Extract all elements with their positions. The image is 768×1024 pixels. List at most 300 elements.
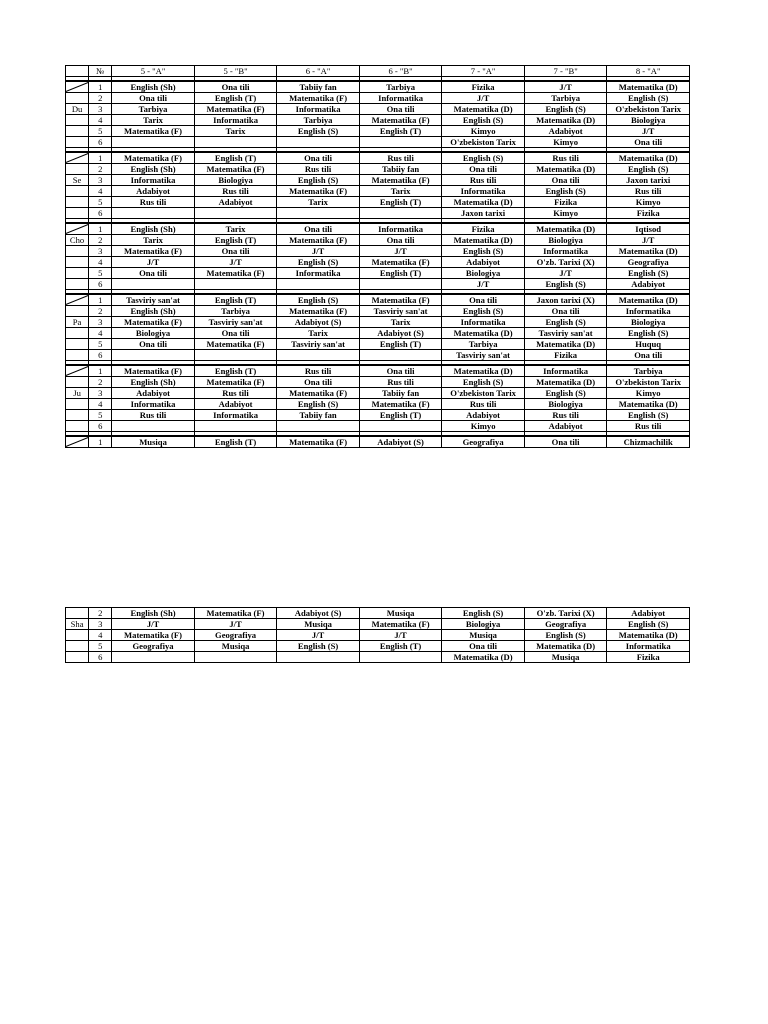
lesson-cell: Adabiyot <box>194 399 277 410</box>
lesson-cell: Informatika <box>442 186 525 197</box>
lesson-cell: Biologiya <box>194 175 277 186</box>
lesson-cell: English (S) <box>524 186 607 197</box>
lesson-cell: Ona tili <box>194 81 277 93</box>
lesson-number: 5 <box>89 197 112 208</box>
lesson-number: 3 <box>89 317 112 328</box>
lesson-cell: Matematika (D) <box>524 641 607 652</box>
lesson-cell: Matematika (F) <box>359 115 442 126</box>
lesson-cell <box>194 137 277 148</box>
timetable-main <box>65 65 690 448</box>
lesson-cell: Matematika (D) <box>607 630 690 641</box>
lesson-cell: J/T <box>442 93 525 104</box>
table-row <box>66 257 690 268</box>
lesson-cell: Tasviriy san'at <box>277 339 360 350</box>
lesson-cell: Tarix <box>359 317 442 328</box>
class-header: 5 - "B" <box>194 66 277 77</box>
lesson-cell: Fizika <box>524 197 607 208</box>
lesson-cell: Biologiya <box>442 268 525 279</box>
day-cell <box>66 421 89 432</box>
table-row <box>66 186 690 197</box>
table-row <box>66 223 690 235</box>
day-cell <box>66 164 89 175</box>
lesson-cell: English (S) <box>607 328 690 339</box>
lesson-number: 1 <box>89 223 112 235</box>
table-row <box>66 377 690 388</box>
lesson-cell <box>194 350 277 361</box>
day-cell <box>66 246 89 257</box>
lesson-cell: Ona tili <box>359 365 442 377</box>
lesson-number: 1 <box>89 81 112 93</box>
lesson-cell: J/T <box>442 279 525 290</box>
day-cell <box>66 208 89 219</box>
lesson-cell: Biologiya <box>112 328 195 339</box>
lesson-cell: O'zbekiston Tarix <box>607 104 690 115</box>
lesson-cell: Tarbiya <box>607 365 690 377</box>
lesson-cell: Rus tili <box>359 377 442 388</box>
lesson-cell: Chizmachilik <box>607 436 690 448</box>
lesson-cell: Informatika <box>607 306 690 317</box>
lesson-number: 1 <box>89 436 112 448</box>
lesson-cell: Adabiyot (S) <box>359 328 442 339</box>
lesson-cell: Ona tili <box>442 641 525 652</box>
day-label: Ju <box>66 388 89 399</box>
lesson-cell: Informatika <box>194 115 277 126</box>
lesson-cell: English (T) <box>194 235 277 246</box>
lesson-cell: Adabiyot <box>112 388 195 399</box>
lesson-cell: Matematika (D) <box>442 235 525 246</box>
lesson-cell: Geografiya <box>607 257 690 268</box>
lesson-cell: J/T <box>359 630 442 641</box>
lesson-cell: Adabiyot (S) <box>359 436 442 448</box>
lesson-cell: English (Sh) <box>112 306 195 317</box>
lesson-cell: J/T <box>112 619 195 630</box>
lesson-cell: Matematika (F) <box>112 365 195 377</box>
lesson-cell: Rus tili <box>524 152 607 164</box>
table-row <box>66 279 690 290</box>
lesson-cell: Geografiya <box>524 619 607 630</box>
day-cell <box>66 257 89 268</box>
lesson-cell: Adabiyot (S) <box>277 608 360 619</box>
lesson-cell: English (S) <box>277 641 360 652</box>
lesson-cell: Tasviriy san'at <box>112 294 195 306</box>
lesson-number: 5 <box>89 410 112 421</box>
lesson-cell: English (S) <box>607 619 690 630</box>
lesson-number: 2 <box>89 608 112 619</box>
lesson-cell: English (S) <box>524 630 607 641</box>
timetable-saturday <box>65 607 690 663</box>
header-row <box>66 66 690 77</box>
lesson-cell: Matematika (F) <box>194 268 277 279</box>
table-row <box>66 164 690 175</box>
lesson-cell: English (T) <box>194 152 277 164</box>
day-cell <box>66 652 89 663</box>
day-cell <box>66 197 89 208</box>
lesson-number: 3 <box>89 175 112 186</box>
day-label: Du <box>66 104 89 115</box>
day-cell <box>66 377 89 388</box>
lesson-number: 6 <box>89 652 112 663</box>
lesson-number: 6 <box>89 279 112 290</box>
lesson-number: 3 <box>89 619 112 630</box>
lesson-cell: Ona tili <box>359 104 442 115</box>
day-label: Cho <box>66 235 89 246</box>
lesson-cell: English (Sh) <box>112 377 195 388</box>
lesson-cell: Rus tili <box>442 399 525 410</box>
corner-cell <box>66 66 89 77</box>
lesson-cell: Matematika (D) <box>607 81 690 93</box>
day-cell <box>66 410 89 421</box>
lesson-cell: Informatika <box>359 93 442 104</box>
lesson-cell: Rus tili <box>607 186 690 197</box>
lesson-cell: English (S) <box>607 410 690 421</box>
lesson-cell: Tasviriy san'at <box>359 306 442 317</box>
lesson-cell <box>359 652 442 663</box>
day-cell <box>66 279 89 290</box>
lesson-cell: Informatika <box>607 641 690 652</box>
table-row <box>66 137 690 148</box>
lesson-cell: Matematika (F) <box>112 152 195 164</box>
lesson-cell <box>277 137 360 148</box>
lesson-cell: English (S) <box>442 608 525 619</box>
lesson-cell: Kimyo <box>607 388 690 399</box>
lesson-cell: Adabiyot (S) <box>277 317 360 328</box>
lesson-cell <box>277 279 360 290</box>
lesson-number: 2 <box>89 306 112 317</box>
lesson-cell: Tarix <box>277 197 360 208</box>
lesson-cell: English (S) <box>524 388 607 399</box>
lesson-cell: English (T) <box>194 436 277 448</box>
lesson-cell: J/T <box>359 246 442 257</box>
lesson-cell: Jaxon tarixi (X) <box>524 294 607 306</box>
lesson-cell <box>277 350 360 361</box>
day-cell <box>66 152 89 164</box>
table-row <box>66 410 690 421</box>
class-header: 5 - "A" <box>112 66 195 77</box>
lesson-cell: Matematika (F) <box>194 164 277 175</box>
table-row <box>66 197 690 208</box>
lesson-cell: English (S) <box>442 377 525 388</box>
lesson-cell: Ona tili <box>524 175 607 186</box>
lesson-cell: Adabiyot <box>607 279 690 290</box>
lesson-cell: Iqtisod <box>607 223 690 235</box>
lesson-cell: Matematika (D) <box>442 365 525 377</box>
class-header: 6 - "A" <box>277 66 360 77</box>
lesson-cell: English (Sh) <box>112 608 195 619</box>
lesson-cell: Rus tili <box>359 152 442 164</box>
lesson-cell: Informatika <box>194 410 277 421</box>
table-row <box>66 339 690 350</box>
lesson-cell: Matematika (F) <box>112 246 195 257</box>
lesson-cell: Ona tili <box>194 328 277 339</box>
lesson-cell: Matematika (F) <box>277 306 360 317</box>
lesson-cell: Kimyo <box>524 208 607 219</box>
lesson-cell: Ona tili <box>359 235 442 246</box>
lesson-cell: Ona tili <box>442 164 525 175</box>
lesson-cell: English (S) <box>277 175 360 186</box>
lesson-cell: Tarbiya <box>442 339 525 350</box>
lesson-number: 4 <box>89 115 112 126</box>
lesson-cell: English (Sh) <box>112 164 195 175</box>
lesson-cell: Tarbiya <box>112 104 195 115</box>
lesson-cell: English (S) <box>277 294 360 306</box>
lesson-cell: Tarbiya <box>359 81 442 93</box>
lesson-cell: Musiqa <box>277 619 360 630</box>
lesson-cell: Informatika <box>359 223 442 235</box>
lesson-cell: Adabiyot <box>524 126 607 137</box>
lesson-cell: Matematika (D) <box>524 339 607 350</box>
lesson-cell: Kimyo <box>442 126 525 137</box>
lesson-number: 6 <box>89 350 112 361</box>
lesson-cell: Adabiyot <box>607 608 690 619</box>
lesson-cell: Rus tili <box>277 164 360 175</box>
day-cell <box>66 399 89 410</box>
lesson-cell: Matematika (F) <box>194 339 277 350</box>
lesson-cell: English (S) <box>524 279 607 290</box>
lesson-cell: Ona tili <box>112 339 195 350</box>
lesson-cell: English (S) <box>442 306 525 317</box>
table-row <box>66 126 690 137</box>
table-row <box>66 328 690 339</box>
day-cell <box>66 294 89 306</box>
day-cell <box>66 630 89 641</box>
lesson-cell: Matematika (F) <box>277 235 360 246</box>
lesson-cell: Ona tili <box>607 137 690 148</box>
day-label: Se <box>66 175 89 186</box>
lesson-cell: O'zbekiston Tarix <box>442 388 525 399</box>
lesson-cell: English (S) <box>277 126 360 137</box>
table-row <box>66 365 690 377</box>
lesson-cell: English (S) <box>277 257 360 268</box>
lesson-cell: Adabiyot <box>442 257 525 268</box>
table-row <box>66 175 690 186</box>
lesson-cell <box>194 421 277 432</box>
table-row <box>66 115 690 126</box>
lesson-cell: J/T <box>524 268 607 279</box>
table-row <box>66 608 690 619</box>
lesson-number: 4 <box>89 257 112 268</box>
lesson-cell: Matematika (D) <box>524 164 607 175</box>
lesson-cell <box>112 208 195 219</box>
lesson-cell: English (T) <box>359 268 442 279</box>
lesson-cell: J/T <box>277 630 360 641</box>
lesson-cell: Tarbiya <box>277 115 360 126</box>
lesson-cell: O'zbekiston Tarix <box>607 377 690 388</box>
lesson-number: 5 <box>89 641 112 652</box>
lesson-number: 4 <box>89 630 112 641</box>
day-cell <box>66 641 89 652</box>
lesson-cell: Matematika (F) <box>194 104 277 115</box>
table-row <box>66 350 690 361</box>
lesson-cell: Matematika (D) <box>524 115 607 126</box>
lesson-cell: Matematika (F) <box>359 175 442 186</box>
day-cell <box>66 268 89 279</box>
table-row <box>66 268 690 279</box>
lesson-number: 6 <box>89 208 112 219</box>
lesson-cell <box>112 421 195 432</box>
lesson-cell: Biologiya <box>442 619 525 630</box>
lesson-cell: Rus tili <box>112 410 195 421</box>
lesson-cell: English (Sh) <box>112 223 195 235</box>
lesson-cell: Matematika (F) <box>194 377 277 388</box>
day-cell <box>66 608 89 619</box>
lesson-cell: J/T <box>277 246 360 257</box>
lesson-cell: English (T) <box>194 294 277 306</box>
day-cell <box>66 328 89 339</box>
lesson-cell: Rus tili <box>442 175 525 186</box>
lesson-cell <box>112 137 195 148</box>
class-header: 6 - "B" <box>359 66 442 77</box>
lesson-number: 3 <box>89 388 112 399</box>
day-cell <box>66 81 89 93</box>
lesson-cell: English (T) <box>194 365 277 377</box>
lesson-cell: Tarix <box>194 126 277 137</box>
lesson-number: 4 <box>89 328 112 339</box>
lesson-cell: Matematika (F) <box>359 619 442 630</box>
lesson-cell: Matematika (D) <box>607 399 690 410</box>
lesson-cell: Jaxon tarixi <box>607 175 690 186</box>
lesson-cell: Matematika (D) <box>524 377 607 388</box>
lesson-cell: Adabiyot <box>112 186 195 197</box>
lesson-cell: Kimyo <box>524 137 607 148</box>
lesson-cell: J/T <box>607 235 690 246</box>
day-cell <box>66 350 89 361</box>
table-row <box>66 388 690 399</box>
lesson-cell: Adabiyot <box>194 197 277 208</box>
lesson-number: 2 <box>89 377 112 388</box>
lesson-cell: Rus tili <box>607 421 690 432</box>
lesson-cell: English (Sh) <box>112 81 195 93</box>
table-row <box>66 630 690 641</box>
table-row <box>66 235 690 246</box>
lesson-cell: English (S) <box>607 93 690 104</box>
lesson-cell <box>112 279 195 290</box>
lesson-cell: Rus tili <box>277 365 360 377</box>
lesson-cell: Matematika (F) <box>194 608 277 619</box>
lesson-cell: Rus tili <box>524 410 607 421</box>
lesson-number: 3 <box>89 246 112 257</box>
lesson-cell: English (S) <box>607 164 690 175</box>
lesson-cell: Informatika <box>277 268 360 279</box>
lesson-cell: Informatika <box>112 175 195 186</box>
lesson-number: 2 <box>89 235 112 246</box>
table-row <box>66 294 690 306</box>
lesson-cell: Geografiya <box>442 436 525 448</box>
table-row <box>66 399 690 410</box>
lesson-cell <box>194 279 277 290</box>
lesson-cell: Musiqa <box>194 641 277 652</box>
lesson-cell: Matematika (F) <box>277 388 360 399</box>
lesson-cell: Informatika <box>524 246 607 257</box>
lesson-cell: English (T) <box>359 641 442 652</box>
lesson-cell: English (S) <box>442 115 525 126</box>
lesson-cell: Tarix <box>277 328 360 339</box>
lesson-cell: O'zb. Tarixi (X) <box>524 608 607 619</box>
lesson-cell: Kimyo <box>442 421 525 432</box>
lesson-cell: Musiqa <box>524 652 607 663</box>
lesson-cell: Musiqa <box>442 630 525 641</box>
lesson-cell: English (S) <box>442 246 525 257</box>
lesson-cell: Matematika (F) <box>112 630 195 641</box>
lesson-cell: Matematika (D) <box>442 328 525 339</box>
lesson-cell: Musiqa <box>359 608 442 619</box>
lesson-cell: Matematika (D) <box>524 223 607 235</box>
lesson-cell: Ona tili <box>524 436 607 448</box>
table-row <box>66 246 690 257</box>
lesson-number: 5 <box>89 339 112 350</box>
lesson-cell: Matematika (F) <box>112 126 195 137</box>
day-cell <box>66 365 89 377</box>
lesson-cell: Musiqa <box>112 436 195 448</box>
lesson-cell: English (S) <box>277 399 360 410</box>
lesson-cell: English (T) <box>359 410 442 421</box>
lesson-cell: Matematika (F) <box>277 93 360 104</box>
lesson-number: 3 <box>89 104 112 115</box>
lesson-cell: Informatika <box>112 399 195 410</box>
lesson-cell <box>277 652 360 663</box>
lesson-cell: Ona tili <box>112 93 195 104</box>
lesson-cell: Informatika <box>277 104 360 115</box>
lesson-cell: Ona tili <box>277 152 360 164</box>
lesson-cell: Matematika (D) <box>607 152 690 164</box>
lesson-cell: Tarix <box>359 186 442 197</box>
lesson-cell <box>359 421 442 432</box>
lesson-cell: O'zb. Tarixi (X) <box>524 257 607 268</box>
lesson-cell: Matematika (F) <box>359 257 442 268</box>
day-cell <box>66 126 89 137</box>
table-row <box>66 152 690 164</box>
lesson-cell: Matematika (D) <box>442 197 525 208</box>
lesson-cell: Informatika <box>442 317 525 328</box>
lesson-cell: Ona tili <box>442 294 525 306</box>
lesson-cell: Matematika (F) <box>359 294 442 306</box>
lesson-cell <box>359 350 442 361</box>
lesson-cell <box>359 208 442 219</box>
day-cell <box>66 306 89 317</box>
day-cell <box>66 93 89 104</box>
day-cell <box>66 137 89 148</box>
lesson-cell: English (S) <box>524 317 607 328</box>
lesson-cell <box>277 208 360 219</box>
lesson-cell: Tarix <box>112 235 195 246</box>
lesson-number: 1 <box>89 152 112 164</box>
lesson-cell: Tabiiy fan <box>277 410 360 421</box>
lesson-cell: Matematika (D) <box>607 294 690 306</box>
lesson-cell: Matematika (F) <box>277 436 360 448</box>
lesson-cell: Ona tili <box>112 268 195 279</box>
day-cell <box>66 339 89 350</box>
class-header: 7 - "A" <box>442 66 525 77</box>
lesson-cell: Tabiiy fan <box>277 81 360 93</box>
class-header: 7 - "B" <box>524 66 607 77</box>
lesson-cell: Matematika (D) <box>442 652 525 663</box>
lesson-cell: O'zbekiston Tarix <box>442 137 525 148</box>
lesson-cell: Biologiya <box>524 235 607 246</box>
lesson-cell: Geografiya <box>112 641 195 652</box>
lesson-cell: Biologiya <box>607 317 690 328</box>
lesson-cell: Fizika <box>607 208 690 219</box>
lesson-cell: Tarbiya <box>194 306 277 317</box>
table-row <box>66 93 690 104</box>
lesson-cell: Tarix <box>194 223 277 235</box>
lesson-cell: Kimyo <box>607 197 690 208</box>
lesson-cell: Ona tili <box>524 306 607 317</box>
lesson-cell: Fizika <box>442 223 525 235</box>
lesson-cell: Ona tili <box>607 350 690 361</box>
lesson-number: 4 <box>89 399 112 410</box>
day-cell <box>66 115 89 126</box>
lesson-number: 1 <box>89 365 112 377</box>
lesson-cell: Matematika (F) <box>359 399 442 410</box>
